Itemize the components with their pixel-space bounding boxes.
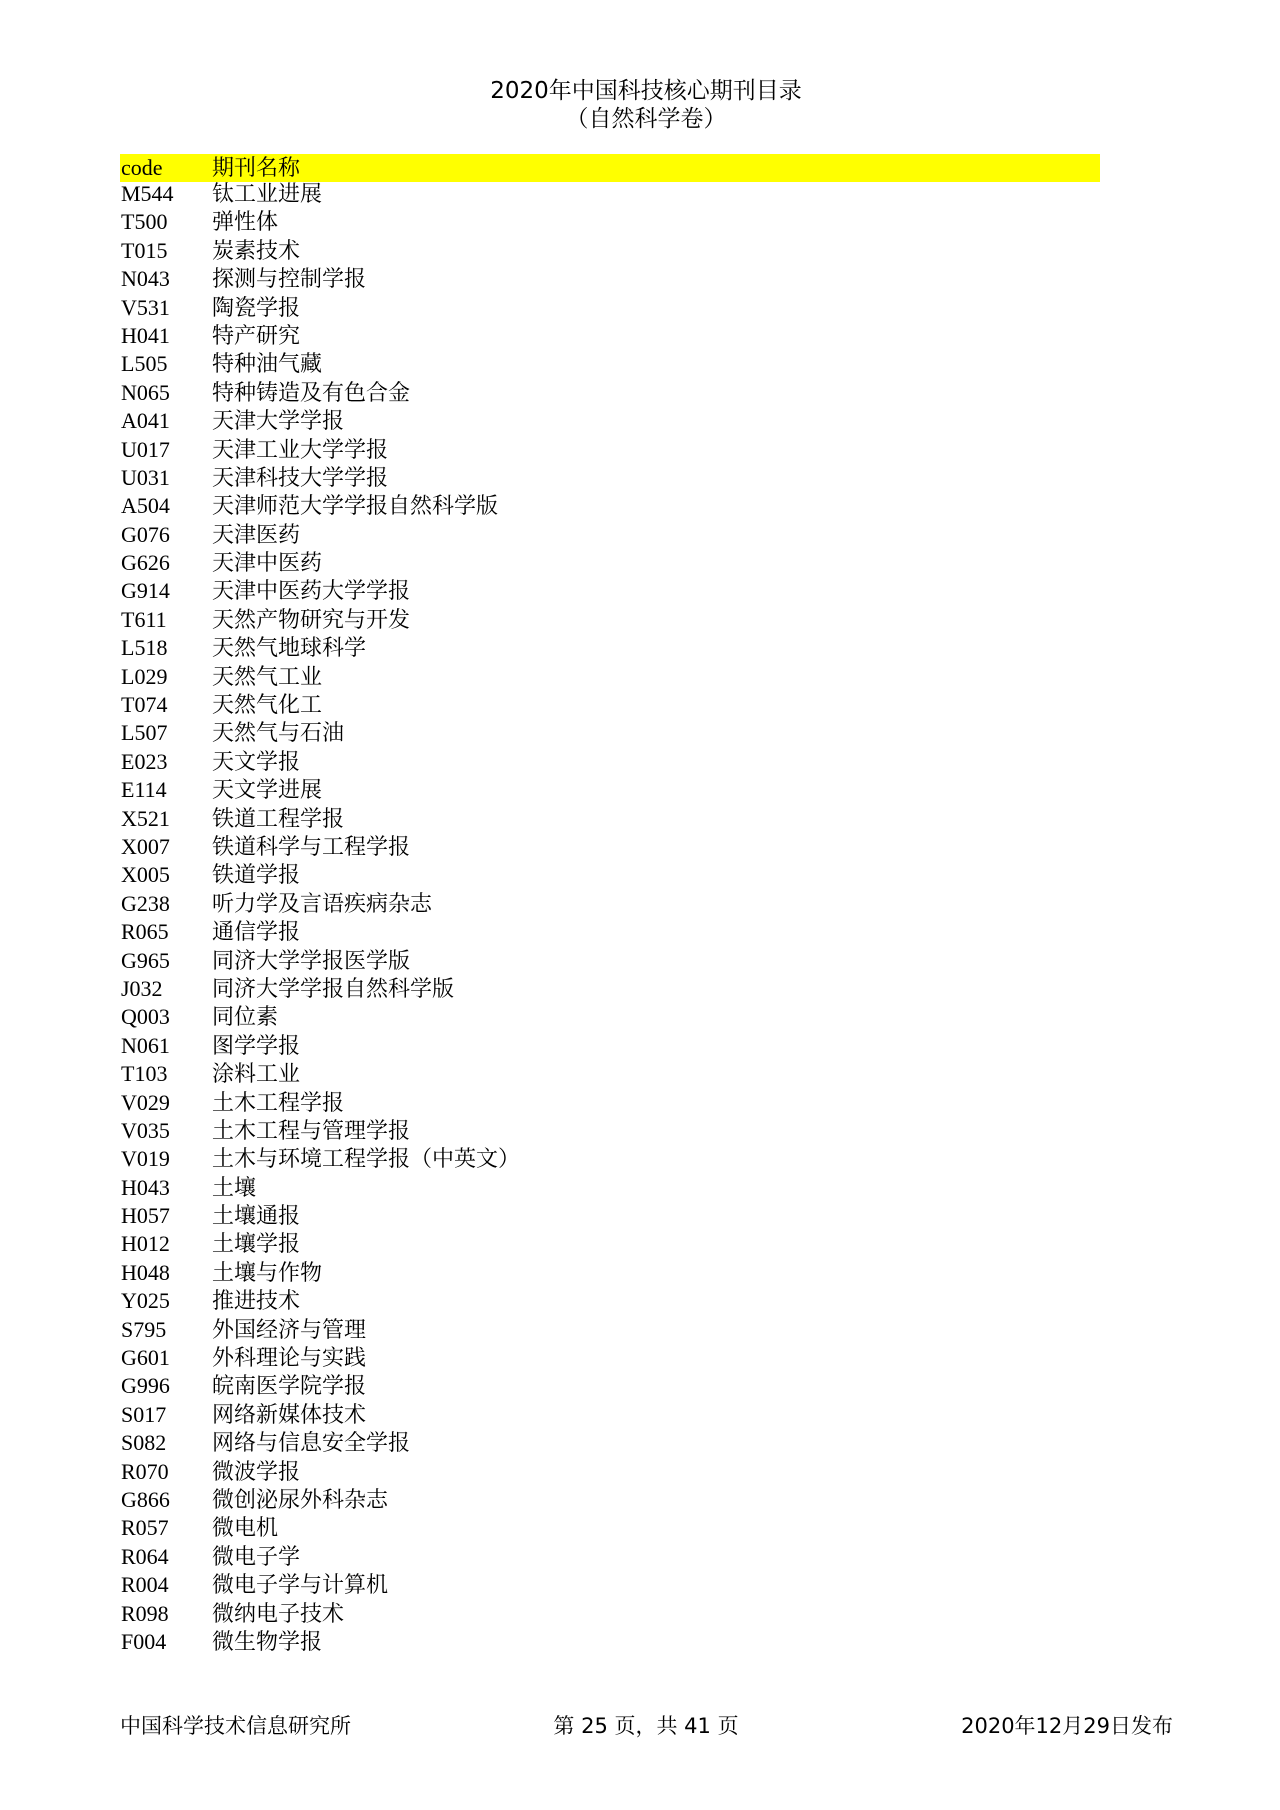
- journal-code: H057: [121, 1203, 170, 1229]
- journal-name: 铁道科学与工程学报: [212, 833, 411, 859]
- journal-name: 微波学报: [212, 1458, 301, 1484]
- journal-code: V019: [121, 1146, 170, 1172]
- table-row: [120, 436, 1100, 464]
- journal-code: R064: [121, 1543, 169, 1569]
- journal-code: H041: [121, 322, 170, 348]
- table-row: [120, 549, 1100, 577]
- journal-code: N043: [121, 266, 170, 292]
- table-row: [120, 947, 1100, 975]
- journal-code: U031: [121, 464, 170, 490]
- journal-name: 天然气化工: [212, 692, 323, 718]
- journal-name: 铁道工程学报: [212, 805, 345, 831]
- journal-name: 外科理论与实践: [212, 1345, 367, 1371]
- journal-name: 同济大学学报自然科学版: [212, 975, 455, 1001]
- journal-name: 天津师范大学学报自然科学版: [212, 493, 499, 519]
- table-row: [120, 1089, 1100, 1117]
- journal-code: G238: [121, 890, 170, 916]
- journal-code: V029: [121, 1089, 170, 1115]
- table-row: [120, 1600, 1100, 1628]
- journal-name: 炭素技术: [212, 237, 301, 263]
- table-row: [120, 464, 1100, 492]
- journal-code: G914: [121, 578, 170, 604]
- table-row: [120, 918, 1100, 946]
- journal-name: 铁道学报: [212, 862, 301, 888]
- table-row: [120, 1259, 1100, 1287]
- table-row: [120, 776, 1100, 804]
- journal-name: 弹性体: [212, 209, 279, 235]
- journal-name: 网络新媒体技术: [212, 1401, 367, 1427]
- journal-name: 特种铸造及有色合金: [212, 379, 411, 405]
- journal-code: G601: [121, 1345, 170, 1371]
- journal-name: 微纳电子技术: [212, 1600, 345, 1626]
- journal-code: L518: [121, 635, 168, 661]
- journal-name: 探测与控制学报: [212, 266, 367, 292]
- table-row: [120, 208, 1100, 236]
- table-row: [120, 833, 1100, 861]
- table-row: [120, 1429, 1100, 1457]
- table-row: [120, 606, 1100, 634]
- table-row: [120, 1003, 1100, 1031]
- journal-name: 土木工程学报: [212, 1089, 345, 1115]
- journal-name: 土木与环境工程学报（中英文）: [212, 1146, 521, 1172]
- journal-code: E114: [121, 777, 167, 803]
- journal-name: 天然气地球科学: [212, 635, 367, 661]
- journal-name: 土壤通报: [212, 1203, 301, 1229]
- journal-code: S017: [121, 1401, 167, 1427]
- journal-code: G626: [121, 550, 170, 576]
- footer-page-number: 第 25 页，共 41 页: [553, 1714, 739, 1738]
- journal-name: 天然气与石油: [212, 720, 345, 746]
- table-row: [120, 748, 1100, 776]
- table-row: [120, 1230, 1100, 1258]
- table-row: [120, 407, 1100, 435]
- journal-name: 天津工业大学学报: [212, 436, 389, 462]
- table-row: [120, 237, 1100, 265]
- table-row: [120, 521, 1100, 549]
- journal-code: N065: [121, 379, 170, 405]
- journal-name: 钛工业进展: [212, 181, 323, 206]
- table-row: [120, 1401, 1100, 1429]
- journal-table: [120, 180, 1100, 1656]
- table-row: [120, 861, 1100, 889]
- journal-name: 涂料工业: [212, 1061, 301, 1087]
- journal-name: 微电子学: [212, 1543, 301, 1569]
- table-row: [120, 1628, 1100, 1656]
- journal-name: 天然气工业: [212, 663, 323, 689]
- table-row: [120, 1145, 1100, 1173]
- page-title: 2020年中国科技核心期刊目录: [490, 78, 802, 104]
- journal-name: 皖南医学院学报: [212, 1373, 367, 1399]
- table-row: [120, 1571, 1100, 1599]
- journal-code: R057: [121, 1515, 169, 1541]
- table-row: [120, 1117, 1100, 1145]
- table-row: [120, 1202, 1100, 1230]
- table-row: [120, 322, 1100, 350]
- journal-name: 微创泌尿外科杂志: [212, 1486, 389, 1512]
- journal-code: G076: [121, 521, 170, 547]
- table-row: [120, 1316, 1100, 1344]
- journal-code: Q003: [121, 1004, 170, 1030]
- table-row: [120, 1514, 1100, 1542]
- journal-code: R070: [121, 1458, 169, 1484]
- table-row: [120, 294, 1100, 322]
- table-row: [120, 492, 1100, 520]
- table-row: [120, 577, 1100, 605]
- journal-code: L507: [121, 720, 168, 746]
- journal-name: 陶瓷学报: [212, 294, 301, 320]
- table-row: [120, 719, 1100, 747]
- journal-code: H043: [121, 1174, 170, 1200]
- journal-name: 微电子学与计算机: [212, 1572, 389, 1598]
- page-subtitle: （自然科学卷）: [565, 106, 727, 132]
- journal-code: L505: [121, 351, 168, 377]
- journal-name: 听力学及言语疾病杂志: [212, 890, 433, 916]
- journal-name: 天文学报: [212, 748, 301, 774]
- journal-code: U017: [121, 436, 170, 462]
- journal-code: Y025: [121, 1288, 170, 1314]
- column-header-journal-name: 期刊名称: [212, 155, 301, 180]
- journal-code: L029: [121, 663, 168, 689]
- table-row: [120, 634, 1100, 662]
- table-row: [120, 1458, 1100, 1486]
- journal-code: J032: [121, 975, 163, 1001]
- journal-code: A504: [121, 493, 170, 519]
- journal-code: X005: [121, 862, 170, 888]
- table-row: [120, 1344, 1100, 1372]
- table-row: [120, 1174, 1100, 1202]
- table-row: [120, 1287, 1100, 1315]
- journal-code: G866: [121, 1486, 170, 1512]
- journal-code: T611: [121, 606, 167, 632]
- journal-name: 天然产物研究与开发: [212, 606, 411, 632]
- journal-name: 同位素: [212, 1004, 279, 1030]
- journal-code: X007: [121, 833, 170, 859]
- journal-code: H012: [121, 1231, 170, 1257]
- journal-name: 土壤与作物: [212, 1259, 323, 1285]
- table-row: [120, 180, 1100, 208]
- journal-code: G965: [121, 947, 170, 973]
- table-row: [120, 691, 1100, 719]
- journal-name: 外国经济与管理: [212, 1316, 367, 1342]
- journal-name: 同济大学学报医学版: [212, 947, 411, 973]
- journal-code: V531: [121, 294, 170, 320]
- journal-code: X521: [121, 805, 170, 831]
- table-row: [120, 663, 1100, 691]
- journal-code: R065: [121, 919, 169, 945]
- table-row: [120, 350, 1100, 378]
- table-row: [120, 1372, 1100, 1400]
- journal-code: N061: [121, 1032, 170, 1058]
- journal-name: 微电机: [212, 1515, 279, 1541]
- journal-code: A041: [121, 408, 170, 434]
- table-row: [120, 1032, 1100, 1060]
- journal-name: 推进技术: [212, 1288, 301, 1314]
- table-row: [120, 265, 1100, 293]
- journal-name: 网络与信息安全学报: [212, 1430, 411, 1456]
- journal-name: 土木工程与管理学报: [212, 1117, 411, 1143]
- journal-name: 微生物学报: [212, 1628, 323, 1654]
- table-row: [120, 379, 1100, 407]
- journal-name: 天津医药: [212, 521, 301, 547]
- journal-name: 特种油气藏: [212, 351, 323, 377]
- journal-code: E023: [121, 748, 168, 774]
- journal-code: R004: [121, 1572, 169, 1598]
- journal-name: 天津中医药大学学报: [212, 578, 411, 604]
- journal-name: 土壤: [212, 1174, 257, 1200]
- table-row: [120, 1060, 1100, 1088]
- journal-code: T103: [121, 1061, 168, 1087]
- table-header-row: [120, 154, 1100, 182]
- journal-code: S082: [121, 1430, 167, 1456]
- journal-name: 图学学报: [212, 1032, 301, 1058]
- footer-organization: 中国科学技术信息研究所: [120, 1714, 351, 1738]
- table-row: [120, 890, 1100, 918]
- table-row: [120, 805, 1100, 833]
- journal-code: S795: [121, 1316, 167, 1342]
- journal-name: 天津科技大学学报: [212, 464, 389, 490]
- journal-code: M544: [121, 181, 174, 206]
- journal-code: T074: [121, 692, 168, 718]
- journal-code: F004: [121, 1628, 167, 1654]
- table-row: [120, 975, 1100, 1003]
- table-row: [120, 1543, 1100, 1571]
- journal-code: G996: [121, 1373, 170, 1399]
- journal-code: R098: [121, 1600, 169, 1626]
- journal-name: 特产研究: [212, 322, 301, 348]
- journal-code: H048: [121, 1259, 170, 1285]
- journal-name: 天文学进展: [212, 777, 323, 803]
- journal-name: 天津大学学报: [212, 408, 345, 434]
- footer-publish-date: 2020年12月29日发布: [961, 1714, 1173, 1738]
- journal-code: V035: [121, 1117, 170, 1143]
- journal-code: T500: [121, 209, 168, 235]
- table-row: [120, 1486, 1100, 1514]
- journal-name: 天津中医药: [212, 550, 323, 576]
- journal-name: 通信学报: [212, 919, 301, 945]
- column-header-code: code: [121, 155, 163, 180]
- journal-code: T015: [121, 237, 168, 263]
- journal-name: 土壤学报: [212, 1231, 301, 1257]
